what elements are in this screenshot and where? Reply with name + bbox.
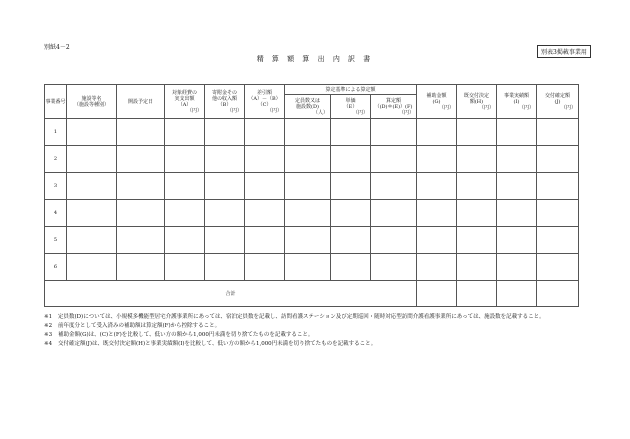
header-opening-date: 開設予定日 [117, 85, 165, 119]
cell-confirmed[interactable] [537, 254, 579, 281]
cell-facility-name[interactable] [67, 146, 117, 173]
cell-granted[interactable] [457, 254, 497, 281]
cell-unit-price[interactable] [331, 200, 371, 227]
cell-results[interactable] [497, 200, 537, 227]
note-mark: ※4 [44, 341, 53, 347]
cell-subsidy[interactable] [417, 173, 457, 200]
cell-calc-amount[interactable] [371, 173, 417, 200]
row-number: 1 [45, 119, 67, 146]
cell-facility-name[interactable] [67, 254, 117, 281]
cell-granted[interactable] [457, 173, 497, 200]
note-item [44, 313, 594, 322]
cell-subsidy[interactable] [417, 227, 457, 254]
cell-unit-price[interactable] [331, 146, 371, 173]
cell-opening-date[interactable] [117, 173, 165, 200]
cell-confirmed[interactable] [537, 146, 579, 173]
header-subsidy: 補助金額 (G) （円） [417, 85, 457, 119]
cell-donation[interactable] [205, 119, 245, 146]
cell-unit-price[interactable] [331, 173, 371, 200]
note-text: 補助金額(G)は、(C)と(F)を比較して、低い方の額から1,000円未満を切り捨てたものを記載すること。 [58, 332, 314, 338]
cell-difference[interactable] [245, 119, 285, 146]
cell-target-cost[interactable] [165, 200, 205, 227]
cell-capacity[interactable] [285, 227, 331, 254]
cell-confirmed[interactable] [537, 200, 579, 227]
row-number: 4 [45, 200, 67, 227]
cell-opening-date[interactable] [117, 119, 165, 146]
cell-target-cost[interactable] [165, 173, 205, 200]
notes-section [44, 313, 594, 349]
cell-granted[interactable] [457, 200, 497, 227]
cell-donation[interactable] [205, 254, 245, 281]
note-mark: ※3 [44, 332, 53, 338]
header-calc-group: 算定基準による算定額 [285, 85, 417, 95]
row-number: 3 [45, 173, 67, 200]
note-item [44, 322, 594, 331]
cell-difference[interactable] [245, 200, 285, 227]
cell-donation[interactable] [205, 227, 245, 254]
table-row [45, 200, 579, 227]
cell-unit-price[interactable] [331, 119, 371, 146]
cell-donation[interactable] [205, 200, 245, 227]
cell-calc-amount[interactable] [371, 200, 417, 227]
cell-opening-date[interactable] [117, 227, 165, 254]
row-number: 6 [45, 254, 67, 281]
header-unit-price: 単価 （E） （円） [331, 95, 371, 119]
total-cell-results[interactable] [497, 281, 537, 307]
cell-unit-price[interactable] [331, 227, 371, 254]
header-confirmed: 交付確定額 (J) （円） [537, 85, 579, 119]
note-item [44, 340, 594, 349]
cell-difference[interactable] [245, 227, 285, 254]
total-cell-confirmed[interactable] [537, 281, 579, 307]
cell-subsidy[interactable] [417, 254, 457, 281]
cell-capacity[interactable] [285, 146, 331, 173]
cell-confirmed[interactable] [537, 173, 579, 200]
note-text: 交付確定額(J)は、既交付決定額(H)と事業実績額(I)を比較して、低い方の額から1,000円未満を切り捨てたものを記載すること。 [58, 341, 377, 347]
row-number: 5 [45, 227, 67, 254]
form-number: 別紙4－2 [44, 44, 70, 51]
cell-results[interactable] [497, 146, 537, 173]
cell-facility-name[interactable] [67, 173, 117, 200]
total-label: 合計 [45, 281, 417, 307]
note-item [44, 331, 594, 340]
document-title: 精 算 額 算 出 内 訳 書 [256, 55, 374, 63]
cell-opening-date[interactable] [117, 146, 165, 173]
cell-results[interactable] [497, 173, 537, 200]
cell-granted[interactable] [457, 146, 497, 173]
header-granted: 既交付決定 額(H) （円） [457, 85, 497, 119]
cell-facility-name[interactable] [67, 227, 117, 254]
header-facility-name: 施設等名 （施設等種別） [67, 85, 117, 119]
cell-capacity[interactable] [285, 173, 331, 200]
table-row [45, 173, 579, 200]
cell-subsidy[interactable] [417, 146, 457, 173]
cell-capacity[interactable] [285, 119, 331, 146]
cell-calc-amount[interactable] [371, 146, 417, 173]
cell-subsidy[interactable] [417, 119, 457, 146]
cell-results[interactable] [497, 227, 537, 254]
cell-capacity[interactable] [285, 200, 331, 227]
cell-unit-price[interactable] [331, 254, 371, 281]
table-row [45, 254, 579, 281]
cell-facility-name[interactable] [67, 119, 117, 146]
header-donation: 寄附金その 他の収入額 （B） （円） [205, 85, 245, 119]
cell-opening-date[interactable] [117, 254, 165, 281]
category-box-label: 別表3掲載事業用 [537, 45, 591, 58]
cell-facility-name[interactable] [67, 200, 117, 227]
header-difference: 差引額 （A）－（B） （C） （円） [245, 85, 285, 119]
cell-calc-amount[interactable] [371, 227, 417, 254]
note-mark: ※1 [44, 314, 53, 320]
total-cell-subsidy[interactable] [417, 281, 457, 307]
table-row [45, 146, 579, 173]
header-target-cost: 対象経費の 実支出額 （A） （円） [165, 85, 205, 119]
cell-granted[interactable] [457, 227, 497, 254]
cell-target-cost[interactable] [165, 146, 205, 173]
header-business-no: 事業番号 [45, 85, 67, 119]
cell-opening-date[interactable] [117, 200, 165, 227]
note-text: 前年度分として受入済みの補助額は算定額(F)から控除すること。 [58, 323, 221, 329]
header-results: 事業実績額 (I) （円） [497, 85, 537, 119]
cell-calc-amount[interactable] [371, 254, 417, 281]
cell-difference[interactable] [245, 173, 285, 200]
cell-results[interactable] [497, 254, 537, 281]
cell-difference[interactable] [245, 254, 285, 281]
cell-subsidy[interactable] [417, 200, 457, 227]
cell-donation[interactable] [205, 146, 245, 173]
cell-target-cost[interactable] [165, 119, 205, 146]
cell-difference[interactable] [245, 146, 285, 173]
cell-donation[interactable] [205, 173, 245, 200]
total-cell-granted[interactable] [457, 281, 497, 307]
cell-target-cost[interactable] [165, 254, 205, 281]
cell-capacity[interactable] [285, 254, 331, 281]
cell-confirmed[interactable] [537, 227, 579, 254]
cell-calc-amount[interactable] [371, 119, 417, 146]
header-calc-amount: 算定額 （(D)＊(E)）(F) （円） [371, 95, 417, 119]
cell-target-cost[interactable] [165, 227, 205, 254]
calculation-table [44, 84, 579, 307]
cell-granted[interactable] [457, 119, 497, 146]
note-mark: ※2 [44, 323, 53, 329]
cell-confirmed[interactable] [537, 119, 579, 146]
table-row [45, 227, 579, 254]
note-text: 定員数(D)については、小規模多機能型居宅介護事業所にあっては、宿泊定員数を記載し、訪問看護ステーション及び定期巡回・随時対応型訪問介護看護事業所にあっては、施設数を記載すること。 [58, 314, 545, 320]
cell-results[interactable] [497, 119, 537, 146]
header-capacity: 定員数又は 施設数(D) （人） [285, 95, 331, 119]
row-number: 2 [45, 146, 67, 173]
table-row [45, 119, 579, 146]
